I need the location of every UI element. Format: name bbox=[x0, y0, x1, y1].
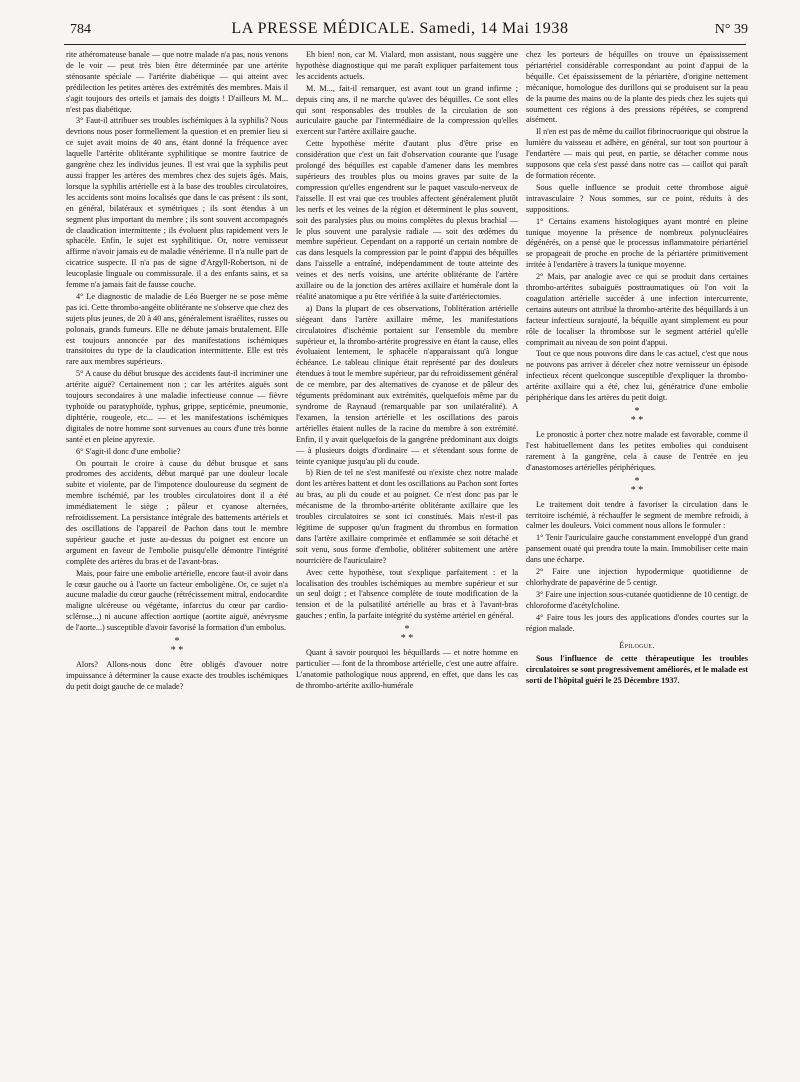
paragraph: a) Dans la plupart de ces observations, l'oblitération artérielle siégeant dans l'artère axillaire même, les manifestations circulatoires d'ischémie portaient sur l'ensemble du membre supérieur et, la thrombo-artérite progressive en étant la cause, elles évoluaient lentement, le sphacèle n'apparaissant qu'à longue échéance. Le tableau clinique était représenté par des douleurs étendues à tout le membre supérieur, par du refroidissement général de ce membre, par des alternatives de cyanose et de pâleur des téguments prédominant aux extrémités, quelquefois même par du syndrome de Raynaud (remarquable par son unilatéralité). A l'examen, la tension artérielle et les oscillations des parois artérielles étaient nulles de la racine du membre à son extrémité. Enfin, il y avait quelquefois de la gangrène prédominant aux doigts — à plusieurs doigts d'ordinaire — et s'étendant sous forme de teinte cyanique jusqu'au pli du coude. bbox=[296, 303, 519, 466]
page-number: 784 bbox=[70, 22, 91, 37]
section-separator: * * * bbox=[400, 624, 414, 645]
paragraph: M. M..., fait-il remarquer, est avant tout un grand infirme ; depuis cinq ans, il ne marche qu'avec des béquilles. Ce sont elles qui sont responsables des troubles de la circulation de son auriculaire gauche par l'intermédiaire de la compression qu'elles exercent sur l'artère axillaire gauche. bbox=[296, 83, 518, 137]
page-header bbox=[0, 0, 800, 40]
paragraph: 1° Tenir l'auriculaire gauche constamment enveloppé d'un grand pansement ouaté qui prendra toute la main. Immobiliser cette main dans une écharpe. bbox=[526, 533, 748, 565]
paragraph: Quant à savoir pourquoi les béquillards — et notre homme en particulier — font de la thrombose artérielle, c'est une autre affaire. L'anatomie pathologique nous apprend, en effet, que dans les cas de thrombo-artérite axillo-humérale bbox=[296, 648, 518, 690]
paragraph: Eh bien! non, car M. Vialard, mon assistant, nous suggère une hypothèse diagnostique qui me paraît expliquer parfaitement tous les accidents actuels. bbox=[296, 50, 518, 81]
paragraph: b) Rien de tel ne s'est manifesté ou n'existe chez notre malade dont les artères battent et dont les oscillations au Pachon sont fortes au bras, au pli du coude et au poignet. Ce n'est donc pas par le mécanisme de la thrombo-artérite oblitérante axillaire que les troubles circulatoires se sont ici constitués. Mais n'est-il pas légitime de supposer qu'un fragment du thrombus en formation dans l'artère axillaire comprimée et enflammée se soit détaché et soit venu, sous forme d'embolie, oblitérer subitement une artère nourricière de l'auriculaire? bbox=[296, 468, 518, 565]
paragraph: 1° Certains examens histologiques ayant montré en pleine tunique moyenne la présence de nombreux polynucléaires dégénérés, on a pensé que le processus inflammatoire périartériel se propageait de proche en proche de la périartère primitivement irritée à l'endartère à travers la tunique moyenne. bbox=[526, 216, 748, 270]
issue-number: N° 39 bbox=[714, 22, 748, 37]
section-heading-epilogue: Épilogue. bbox=[619, 640, 655, 650]
paragraph: Avec cette hypothèse, tout s'explique parfaitement : et la localisation des troubles ischémiques au membre supérieur et sur un seul doigt ; et l'absence complète de toute modification de la tension et de la pulsatilité artérielle au bras et à l'avant-bras gauches ; enfin, la parfaite intégrité du système artériel en général. bbox=[296, 567, 518, 621]
paragraph: 2° Mais, par analogie avec ce qui se produit dans certaines thrombo-artérites subaiguës posttraumatiques où l'on voit la coagulation artérielle succéder à une infection intercurrente, certains auteurs ont attribué la thrombo-artérite des béquillards à un facteur infectieux surajouté, la béquille ayant simplement eu pour rôle de localiser la thrombose sur le segment artériel qu'elle comprimait au niveau de son point d'appui. bbox=[526, 272, 748, 347]
paragraph: Sous l'influence de cette thérapeutique les troubles circulatoires se sont progressivement améliorés, et le malade est sorti de l'hôpital guéri le 25 Décembre 1937. bbox=[526, 654, 748, 686]
section-separator: * * * bbox=[630, 406, 644, 426]
paragraph: On pourrait le croire à cause du début brusque et sans prodromes des accidents, début marqué par une douleur locale subite et violente, par de l'impotence douloureuse du segment de membre ischémié, par les troubles circulatoires dont il a été immédiatement le siège ; pâleur et cyanose alternées, refroidissement. La persistance intégrale des battements artériels et des oscillations de l'appareil de Pachon dans tout le membre supérieur gauche et juste au-dessus du poignet est encore un argument en faveur de l'embolie puisqu'elle démontre l'intégrité complète des artères du bras et de l'avant-bras. bbox=[66, 458, 288, 566]
paragraph: Le traitement doit tendre à favoriser la circulation dans le territoire ischémié, à réchauffer le segment de membre refroidi, à calmer les douleurs. Voici comment nous allons le formuler : bbox=[526, 499, 748, 531]
section-separator: * * * bbox=[170, 636, 184, 657]
paragraph: 3° Faire une injection sous-cutanée quotidienne de 10 centigr. de chloroforme d'acétylcholine. bbox=[526, 589, 748, 610]
paragraph: Sous quelle influence se produit cette thrombose aiguë intravasculaire ? Nous sommes, sur ce point, réduits à des suppositions. bbox=[526, 182, 748, 214]
paragraph: Mais, pour faire une embolie artérielle, encore faut-il avoir dans le cœur gauche ou à l'aorte un facteur emboligène. Or, ce sujet n'a aucune maladie du cœur gauche (rétrécissement mitral, endocardite maligne ulcéreuse ou végétante, infarctus du cœur par cardio-sclérose...) ni aucune affection aortique (aortite aiguë, anévrysme de l'aorte...) susceptible d'avoir favorisé la formation d'un embolus. bbox=[66, 568, 288, 633]
paragraph: 3° Faut-il attribuer ses troubles ischémiques à la syphilis? Nous devrions nous poser formellement la question et en premier lieu si ce sujet avait moins de 40 ans, étant donné la fréquence avec laquelle l'artérite oblitérante syphilitique se montre fautrice de gangrène chez les individus jeunes. Il est vrai que la syphilis peut aussi frapper les artères des membres chez des sujets âgés. Mais, lorsque la syphilis artérielle est à la base des troubles circulatoires, les accidents sont moins localisés que dans le cas présent : ils sont, en général, bilatéraux et symétriques ; ils sont étendus à un segment plus important du membre ; ils sont souvent accompagnés de claudication intermittente ; ils évoluent plus rapidement vers le sphacèle. Enfin, le sujet est syphilitique. Or, notre vernisseur affirme n'avoir jamais eu de maladie vénérienne. Il n'a nulle part de cicatrice suspecte. Il n'a pas de signe d'Argyll-Robertson, ni de leucoplasie linguale ou commissurale. il a des enfants sains, et sa femme n'a jamais fait de fausse couche. bbox=[66, 116, 288, 290]
paragraph: 6° S'agit-il donc d'une embolie? bbox=[76, 446, 181, 456]
paragraph: Alors? Allons-nous donc être obligés d'avouer notre impuissance à déterminer la cause exacte des troubles ischémiques du petit doigt gauche de ce malade? bbox=[66, 660, 288, 691]
paragraph: rite athéromateuse banale — que notre malade n'a pas, nous venons de le voir — peut très bien être déterminée par une artérite sténosante spéciale — l'artérite diabétique — qui atteint avec prédilection les petites artères des extrémités des membres. Mais il s'agit toujours des orteils et jamais des doigts ! D'ailleurs M. M... n'est pas diabétique. bbox=[66, 50, 288, 114]
paragraph: 2° Faire une injection hypodermique quotidienne de chlorhydrate de papavérine de 5 centigr. bbox=[526, 567, 748, 587]
paragraph: Il n'en est pas de même du caillot fibrinocruorique qui obstrue la lumière du vaisseau et adhère, en général, sur tout son pourtour à l'endartère — mais qui peut, en partie, se détacher comme nous supposons que cela s'est passé dans notre cas — caillot qui paraît de formation récente. bbox=[526, 127, 748, 180]
paragraph: Le pronostic à porter chez notre malade est favorable, comme il l'est habituellement dans les petites embolies qui conduisent rarement à la gangrène, cela à cause de l'entrée en jeu d'anastomoses artérielles périphériques. bbox=[526, 430, 748, 472]
section-separator: * * * bbox=[630, 475, 644, 496]
column-1 bbox=[66, 50, 288, 694]
paragraph: chez les porteurs de béquilles on trouve un épaississement périartériel considérable correspondant au point d'appui de la béquille. Cet épaississement de la périartère, d'origine nettement mécanique, homologue des durillons qui se produisent sur la peau de la paume des mains ou de la plante des pieds chez les sujets qui soumettent ces régions à des pressions répétées, se comprend aisément. bbox=[526, 50, 748, 125]
paragraph: 4° Faire tous les jours des applications d'ondes courtes sur la région malade. bbox=[526, 612, 748, 633]
paragraph: Tout ce que nous pouvons dire dans le cas actuel, c'est que nous ne pouvons pas arriver à déceler chez notre vernisseur un épisode infectieux récent quelconque susceptible d'expliquer la thrombo-artérite axillaire qui a été, chez lui, génératrice d'une embolie périphérique dans les artères du petit doigt. bbox=[526, 349, 748, 403]
header-rule bbox=[64, 44, 746, 45]
column-2 bbox=[296, 50, 518, 693]
paragraph: 4° Le diagnostic de maladie de Léo Buerger ne se pose même pas ici. Cette thrombo-angéite oblitérante ne s'observe que chez des sujets plus jeunes, de 20 à 40 ans, généralement israélites, russes ou polonais, grands fumeurs. Elle ne débute jamais brutalement. Elle est toujours annoncée par des manifestations ischémiques transitoires du type de la claudication intermittente. Elle est très rare aux membres supérieurs. bbox=[66, 291, 288, 367]
paragraph: 5° A cause du début brusque des accidents faut-il incriminer une artérite aiguë? Certainement non ; car les artérites aiguës sont toujours secondaires à une maladie infectieuse connue — fièvre typhoïde ou paratyphoïde, typhus, grippe, septicémie, pneumonie, diphtérie, rougeole, etc... — et les manifestations ischémiques digitales de notre homme sont survenues au cours d'une très bonne santé et en pleine apyrexie. bbox=[66, 369, 288, 444]
journal-title: LA PRESSE MÉDICALE. Samedi, 14 Mai 1938 bbox=[231, 20, 569, 37]
column-3 bbox=[526, 50, 748, 688]
paragraph: Cette hypothèse mérite d'autant plus d'être prise en considération que c'est un fait d'observation courante que l'usage prolongé des béquilles est capable d'amener dans les membres supérieurs des troubles plus ou moins graves par suite de la compression qu'elles engendrent sur le paquet vasculo-nerveux de l'aisselle. Il est vrai que ces troubles affectent généralement plutôt les nerfs et les veines de la région et déterminent le plus souvent, soit des paralysies plus ou moins complètes du plexus brachial — le plus souvent une paralysie radiale — soit des œdèmes du membre supérieur. Cependant on a rapporté un certain nombre de cas dans lesquels la compression par le point d'appui des béquilles dans l'aisselle a entraîné, indépendamment de toute atteinte des veines et des nerfs voisins, une artérite oblitérante de l'artère axillaire ou de la jonction des artères axillaire et humérale dont la réalité anatomique a pu être vérifiée à la suite d'artériectomies. bbox=[296, 139, 518, 301]
